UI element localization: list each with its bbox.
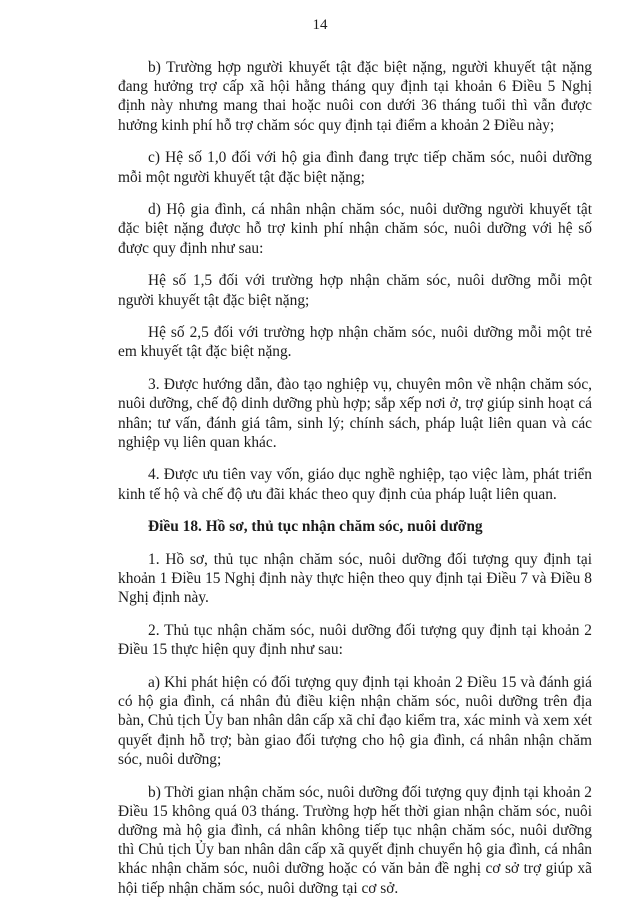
article-point-b: b) Thời gian nhận chăm sóc, nuôi dưỡng đối tượng quy định tại khoản 2 Điều 15 không quá 03 tháng. Trường hợp hết thời gian nhận chăm sóc, nuôi dưỡng mà hộ gia đình, cá nhân không tiếp tục nhận chăm sóc, nuôi dưỡng thì Chủ tịch Ủy ban nhân dân cấp xã quyết định chuyển hộ gia đình, cá nhân khác nhận chăm sóc, nuôi dưỡng hoặc có văn bản đề nghị cơ sở trợ giúp xã hội tiếp nhận chăm sóc, nuôi dưỡng tại cơ sở. xyxy=(118,783,592,897)
article-heading: Điều 18. Hồ sơ, thủ tục nhận chăm sóc, nuôi dưỡng xyxy=(148,518,483,536)
paragraph-point-b: b) Trường hợp người khuyết tật đặc biệt nặng, người khuyết tật nặng đang hưởng trợ cấp xã hội hằng tháng quy định tại khoản 6 Điều 5 Nghị định này nhưng mang thai hoặc nuôi con dưới 36 tháng tuổi thì vẫn được hưởng kinh phí hỗ trợ chăm sóc quy định tại điểm a khoản 2 Điều này; xyxy=(118,59,592,134)
paragraph-clause-4: 4. Được ưu tiên vay vốn, giáo dục nghề nghiệp, tạo việc làm, phát triển kinh tế hộ và chế độ ưu đãi khác theo quy định của pháp luật liên quan. xyxy=(118,466,592,503)
article-clause-1: 1. Hồ sơ, thủ tục nhận chăm sóc, nuôi dưỡng đối tượng quy định tại khoản 1 Điều 15 Nghị định này thực hiện theo quy định tại Điều 7 và Điều 8 Nghị định này. xyxy=(118,551,592,607)
paragraph-clause-3: 3. Được hướng dẫn, đào tạo nghiệp vụ, chuyên môn về nhận chăm sóc, nuôi dưỡng, chế độ dinh dưỡng phù hợp; sắp xếp nơi ở, trợ giúp sinh hoạt cá nhân; tư vấn, đánh giá tâm, sinh lý; chính sách, pháp luật liên quan và các nghiệp vụ liên quan khác. xyxy=(118,376,592,451)
paragraph-coefficient-1-5: Hệ số 1,5 đối với trường hợp nhận chăm sóc, nuôi dưỡng mỗi một người khuyết tật đặc biệt nặng; xyxy=(118,272,592,309)
article-clause-2: 2. Thủ tục nhận chăm sóc, nuôi dưỡng đối tượng quy định tại khoản 2 Điều 15 thực hiện quy định như sau: xyxy=(118,622,592,659)
article-point-a: a) Khi phát hiện có đối tượng quy định tại khoản 2 Điều 15 và đánh giá có hộ gia đình, cá nhân đủ điều kiện nhận chăm sóc, nuôi dưỡng trên địa bàn, Chủ tịch Ủy ban nhân dân cấp xã chỉ đạo kiểm tra, xác minh và xem xét quyết định hỗ trợ; bàn giao đối tượng cho hộ gia đình, cá nhân nhận chăm sóc, nuôi dưỡng; xyxy=(118,674,592,768)
paragraph-coefficient-2-5: Hệ số 2,5 đối với trường hợp nhận chăm sóc, nuôi dưỡng mỗi một trẻ em khuyết tật đặc biệt nặng. xyxy=(118,324,592,361)
page-number: 14 xyxy=(312,17,328,33)
paragraph-point-c: c) Hệ số 1,0 đối với hộ gia đình đang trực tiếp chăm sóc, nuôi dưỡng mỗi một người khuyết tật đặc biệt nặng; xyxy=(118,149,592,186)
document-body xyxy=(118,58,592,911)
paragraph-point-d: d) Hộ gia đình, cá nhân nhận chăm sóc, nuôi dưỡng người khuyết tật đặc biệt nặng được hỗ trợ kinh phí nhận chăm sóc, nuôi dưỡng với hệ số được quy định như sau: xyxy=(118,201,592,257)
